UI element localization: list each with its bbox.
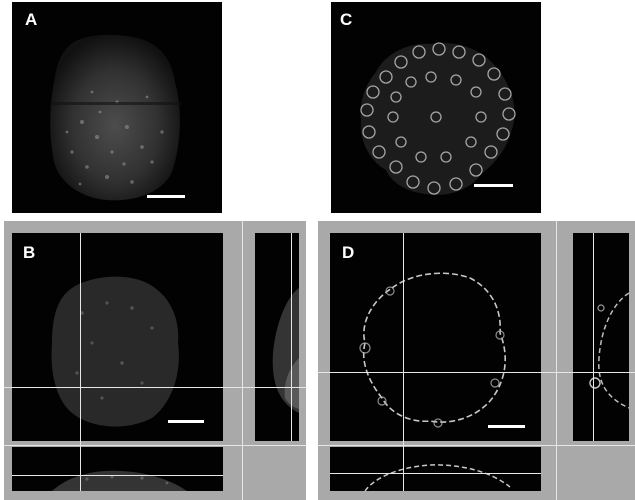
panel-c-label: C <box>340 10 353 29</box>
panel-b-yz-view <box>255 233 299 441</box>
panel-d-xz-image <box>330 447 541 491</box>
panel-a-label: A <box>25 10 38 29</box>
panel-b-xz-image <box>12 447 223 491</box>
panel-d-crosshair-vertical-yz <box>593 233 594 441</box>
panel-c-scale-bar <box>474 184 513 187</box>
panel-d-crosshair-horizontal <box>318 372 635 373</box>
panel-b-frame <box>4 221 306 500</box>
panel-d-xy-view <box>330 233 541 441</box>
panel-a-spheroid-image <box>12 2 222 213</box>
panel-b-xz-view <box>12 447 223 491</box>
panel-b-scale-bar <box>168 420 204 423</box>
panel-b-crosshair-horizontal-xz <box>12 475 223 476</box>
panel-b-crosshair-vertical-yz <box>291 233 292 441</box>
panel-b-xy-view <box>12 233 223 441</box>
panel-d-frame <box>318 221 635 500</box>
panel-d-crosshair-vertical <box>403 233 404 491</box>
panel-c-spheroid-image <box>331 2 541 213</box>
panel-b-spheroid-image <box>12 233 223 441</box>
panel-b-label: B <box>23 243 36 262</box>
panel-b-crosshair-horizontal-lower <box>4 445 306 446</box>
panel-d-yz-view <box>573 233 629 441</box>
panel-d-crosshair-vertical-side <box>556 221 557 500</box>
panel-d-scale-bar <box>488 425 525 428</box>
panel-d-spheroid-image <box>330 233 541 441</box>
panel-a <box>12 2 222 213</box>
panel-b-crosshair-vertical-side <box>242 221 243 500</box>
panel-d-crosshair-horizontal-xz <box>330 473 541 474</box>
panel-b-crosshair-horizontal <box>4 387 306 388</box>
panel-b-yz-image <box>255 233 299 441</box>
panel-b-crosshair-vertical <box>80 233 81 491</box>
panel-c <box>331 2 541 213</box>
panel-a-scale-bar <box>147 195 185 198</box>
panel-d-crosshair-horizontal-lower <box>318 445 635 446</box>
panel-d-yz-image <box>573 233 629 441</box>
panel-d-xz-view <box>330 447 541 491</box>
panel-d-label: D <box>342 243 355 262</box>
